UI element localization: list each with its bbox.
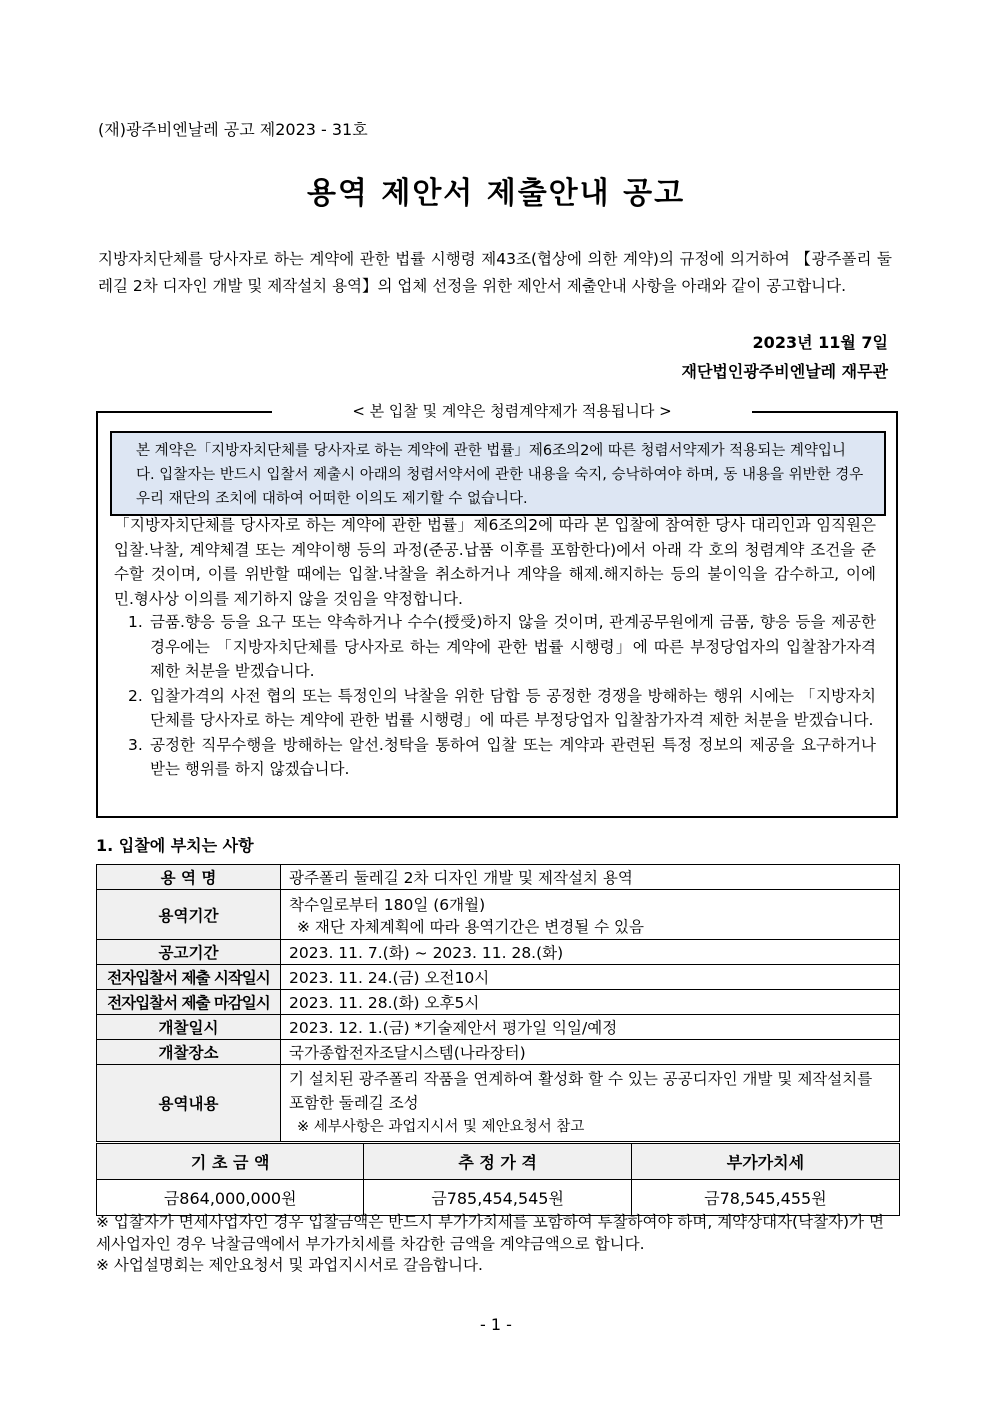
intro-paragraph: 지방자치단체를 당사자로 하는 계약에 관한 법률 시행령 제43조(협상에 의한 계약)의 규정에 의거하여 【광주폴리 둘레길 2차 디자인 개발 및 제작설치 용역】의 업체 선정을 위한 제안서 제출안내 사항을 아래와 같이 공고합니다. bbox=[98, 250, 892, 295]
list-item bbox=[122, 684, 876, 733]
base-amount: 금864,000,000원 bbox=[97, 1180, 364, 1216]
table-row bbox=[97, 1144, 900, 1180]
row-label: 전자입찰서 제출 시작일시 bbox=[97, 965, 281, 990]
note-tax-exempt: ※ 입찰자가 면세사업자인 경우 입찰금액은 반드시 부가가치세를 포함하여 투찰하여야 하며, 계약상대자(낙찰자)가 면세사업자인 경우 낙찰금액에서 부가가치세를 차감한 금액을 계약금액으로 합니다. bbox=[96, 1213, 884, 1253]
row-value: 2023. 11. 7.(화) ~ 2023. 11. 28.(화) bbox=[281, 940, 900, 965]
integrity-notice-box bbox=[110, 431, 886, 516]
list-item bbox=[122, 733, 876, 782]
row-value: 2023. 11. 24.(금) 오전10시 bbox=[281, 965, 900, 990]
row-label: 용역내용 bbox=[97, 1065, 281, 1142]
estimated-price: 금785,454,545원 bbox=[364, 1180, 631, 1216]
note-briefing: ※ 사업설명회는 제안요청서 및 과업지시서로 갈음합니다. bbox=[96, 1256, 483, 1274]
row-label: 용역기간 bbox=[97, 890, 281, 940]
page-number: - 1 - bbox=[480, 1315, 512, 1334]
row-value: 2023. 11. 28.(화) 오후5시 bbox=[281, 990, 900, 1015]
list-item-text: 금품.향응 등을 요구 또는 약속하거나 수수(授受)하지 않을 것이며, 관계공무원에게 금품, 향응 등을 제공한 경우에는 「지방자치단체를 당사자로 하는 계약에 관한 법률 시행령」에 따른 부정당업자의 입찰참가자격 제한 처분을 받겠습니다. bbox=[150, 613, 876, 680]
row-label: 공고기간 bbox=[97, 940, 281, 965]
vat-amount: 금78,545,455원 bbox=[631, 1180, 899, 1216]
list-item-text: 공정한 직무수행을 방해하는 알선.청탁을 통하여 입찰 또는 계약과 관련된 특정 정보의 제공을 요구하거나 받는 행위를 하지 않겠습니다. bbox=[150, 735, 876, 778]
notice-date: 2023년 11월 7일 bbox=[752, 333, 888, 352]
section-title: 1. 입찰에 부치는 사항 bbox=[96, 836, 254, 855]
row-value: 광주폴리 둘레길 2차 디자인 개발 및 제작설치 용역 bbox=[281, 865, 900, 890]
table-row bbox=[97, 940, 900, 965]
list-item-number: 2. bbox=[128, 686, 143, 705]
table-row bbox=[97, 965, 900, 990]
list-item bbox=[122, 610, 876, 684]
integrity-pledge-body: 「지방자치단체를 당사자로 하는 계약에 관한 법률」제6조의2에 따라 본 입찰에 참여한 당사 대리인과 임직원은 입찰.낙찰, 계약체결 또는 계약이행 등의 과정(준공.납품 이후를 포함한다)에서 아래 각 호의 청렴계약 조건을 준수할 것이며, 이를 위반할 때에는 입찰.낙찰을 취소하거나 계약을 해제.해지하는 등의 불이익을 감수하고, 이에 민.형사상 이의를 제기하지 않을 것임을 약정합니다. bbox=[114, 516, 876, 608]
row-label: 용 역 명 bbox=[97, 865, 281, 890]
issuing-organization: 재단법인광주비엔날레 재무관 bbox=[681, 362, 888, 381]
price-header: 기 초 금 액 bbox=[97, 1144, 364, 1180]
table-row bbox=[97, 865, 900, 890]
row-value: 국가종합전자조달시스템(나라장터) bbox=[281, 1040, 900, 1065]
row-label: 개찰장소 bbox=[97, 1040, 281, 1065]
row-value-cell bbox=[281, 890, 900, 940]
table-row bbox=[97, 1065, 900, 1142]
row-subnote: ※ 세부사항은 과업지시서 및 제안요청서 참고 bbox=[297, 1119, 585, 1135]
list-item-number: 3. bbox=[128, 735, 143, 754]
integrity-pledge-list bbox=[122, 610, 876, 782]
row-label: 개찰일시 bbox=[97, 1015, 281, 1040]
table-row bbox=[97, 890, 900, 940]
table-row bbox=[97, 990, 900, 1015]
integrity-notice-text: 본 계약은「지방자치단체를 당사자로 하는 계약에 관한 법률」제6조의2에 따른 청렴서약제가 적용되는 계약입니다. 입찰자는 반드시 입찰서 제출시 아래의 청렴서약서에 관한 내용을 숙지, 승낙하여야 하며, 동 내용을 위반한 경우 우리 재단의 조치에 대하여 어떠한 이의도 제기할 수 없습니다. bbox=[136, 443, 864, 507]
notice-number: (재)광주비엔날레 공고 제2023 - 31호 bbox=[98, 120, 368, 139]
page-title: 용역 제안서 제출안내 공고 bbox=[306, 176, 686, 211]
price-header: 부가가치세 bbox=[631, 1144, 899, 1180]
row-value: 2023. 12. 1.(금) *기술제안서 평가일 익일/예정 bbox=[281, 1015, 900, 1040]
row-value: 착수일로부터 180일 (6개월) bbox=[289, 895, 486, 914]
list-item-number: 1. bbox=[128, 613, 143, 631]
row-label: 전자입찰서 제출 마감일시 bbox=[97, 990, 281, 1015]
bid-info-table bbox=[96, 864, 900, 1142]
row-value: 기 설치된 광주폴리 작품을 연계하여 활성화 할 수 있는 공공디자인 개발 및 제작설치를 포함한 둘레길 조성 bbox=[289, 1070, 873, 1112]
table-row bbox=[97, 1040, 900, 1065]
list-item-text: 입찰가격의 사전 협의 또는 특정인의 낙찰을 위한 담합 등 공정한 경쟁을 방해하는 행위 시에는 「지방자치단체를 당사자로 하는 계약에 관한 법률 시행령」에 따른 부정당업자 입찰참가자격 제한 처분을 받겠습니다. bbox=[150, 686, 876, 729]
price-header: 추 정 가 격 bbox=[364, 1144, 631, 1180]
price-table bbox=[96, 1143, 900, 1216]
row-value-cell bbox=[281, 1065, 900, 1142]
integrity-pledge-caption: < 본 입찰 및 계약은 청렴계약제가 적용됩니다 > bbox=[272, 400, 752, 421]
row-subnote: ※ 재단 자체계획에 따라 용역기간은 변경될 수 있음 bbox=[297, 917, 644, 936]
table-row bbox=[97, 1015, 900, 1040]
